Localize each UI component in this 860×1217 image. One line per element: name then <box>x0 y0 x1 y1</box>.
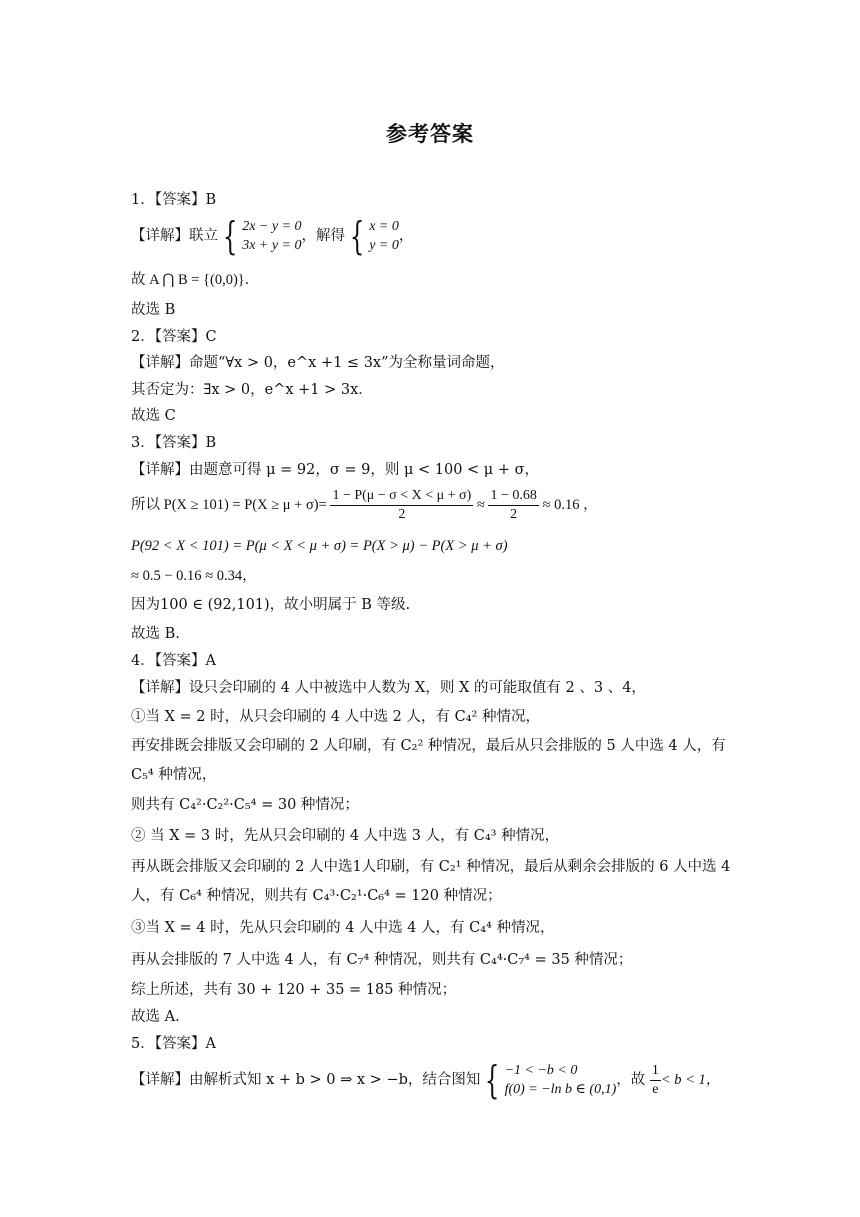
detail-1-label: 【详解】联立 <box>131 228 218 244</box>
equation-system-2: x = 0 y = 0 <box>369 219 399 253</box>
detail-1-mid: ，解得 <box>301 228 346 244</box>
choose-3: 故选 B. <box>131 626 180 642</box>
detail-4-case1: ①当 X = 2 时，从只会印刷的 4 人中选 2 人，有 C₄² 种情况， <box>131 709 540 725</box>
fraction-2: $\frac{1 - 0.68}{2}$ <box>490 488 537 522</box>
detail-3-conclusion: 因为100 ∈ (92,101)，故小明属于 B 等级. <box>131 597 411 613</box>
fraction-1-over-e: $\frac{1}{e}$ <box>651 1062 659 1097</box>
choose-2: 故选 C <box>131 408 176 424</box>
condition-system: −1 < −b < 0 f(0) = −ln b ∈ (0,1) <box>504 1063 617 1097</box>
fraction-1: $\frac{1 - P(\mu - \sigma < X < \mu + \sigma)}{2}$ <box>332 488 472 522</box>
detail-4-summary: 综上所述，共有 30 + 120 + 35 = 185 种情况； <box>131 982 457 998</box>
answer-2: 2．【答案】C <box>131 329 217 345</box>
brace-icon: { <box>485 1058 500 1102</box>
detail-3-probability: 所以 P(X ≥ 101) = P(X ≥ μ + σ)= $\frac{1 - P(\mu - \sigma < X < \mu + \sigma)}{2}$ ≈ $\frac{1 - 0.68}{2}$ ≈ 0.16 ， <box>131 488 598 522</box>
answer-4: 4．【答案】A <box>131 653 216 669</box>
brace-icon: { <box>222 214 238 258</box>
detail-1: 【详解】联立 { 2x − y = 0 3x + y = 0 ，解得 { x = 0 y = 0 ， <box>131 214 414 258</box>
answer-5: 5．【答案】A <box>131 1036 216 1052</box>
detail-3-equation: P(92 < X < 101) = P(μ < X < μ + σ) = P(X > μ) − P(X > μ + σ) <box>131 538 508 554</box>
detail-2: 【详解】命题“∀x > 0，e^x +1 ≤ 3x”为全称量词命题， <box>131 355 505 371</box>
answer-1: 1．【答案】B <box>131 192 217 208</box>
answer-3: 3．【答案】B <box>131 435 217 451</box>
detail-4-case3-total: 再从会排版的 7 人中选 4 人，有 C₇⁴ 种情况，则共有 C₄⁴·C₇⁴ = 35 种情况； <box>131 952 633 968</box>
detail-4-case1-c: C₅⁴ 种情况， <box>131 767 217 783</box>
detail-4-case1-total: 则共有 C₄²·C₂²·C₅⁴ = 30 种情况； <box>131 797 359 813</box>
detail-2-negation: 其否定为：∃x > 0，e^x +1 > 3x． <box>131 382 373 398</box>
detail-4: 【详解】设只会印刷的 4 人中被选中人数为 X，则 X 的可能取值有 2 、3 、4， <box>131 680 646 696</box>
detail-4-case1-b: 再安排既会排版又会印刷的 2 人印刷，有 C₂² 种情况，最后从只会排版的 5 人中选 4 人，有 <box>131 738 726 754</box>
equation-system-1: 2x − y = 0 3x + y = 0 <box>242 219 302 253</box>
detail-4-case3: ③当 X = 4 时，先从只会印刷的 4 人中选 4 人，有 C₄⁴ 种情况， <box>131 920 555 936</box>
choose-4: 故选 A. <box>131 1009 180 1025</box>
detail-1-result: 故 A ⋂ B = {(0,0)}． <box>131 272 260 288</box>
detail-4-case2-total: 人，有 C₆⁴ 种情况，则共有 C₄³·C₂¹·C₆⁴ = 120 种情况； <box>131 888 502 904</box>
detail-4-case2-b: 再从既会排版又会印刷的 2 人中选1人印刷，有 C₂¹ 种情况，最后从剩余会排版的 6 人中选 4 <box>131 859 731 875</box>
detail-4-case2: ② 当 X = 3 时，先从只会印刷的 4 人中选 3 人，有 C₄³ 种情况， <box>131 828 560 844</box>
detail-3: 【详解】由题意可得 μ = 92，σ = 9，则 μ < 100 < μ + σ， <box>131 462 539 478</box>
detail-5: 【详解】由解析式知 x + b > 0 ⇒ x > −b，结合图知 { −1 < −b < 0 f(0) = −ln b ∈ (0,1) ，故 $\frac{1}{e}$ < b < 1， <box>131 1058 721 1102</box>
page-title: 参考答案 <box>386 122 474 146</box>
choose-1: 故选 B <box>131 302 176 318</box>
brace-icon: { <box>349 214 365 258</box>
detail-3-value: ≈ 0.5 − 0.16 ≈ 0.34， <box>131 568 257 584</box>
